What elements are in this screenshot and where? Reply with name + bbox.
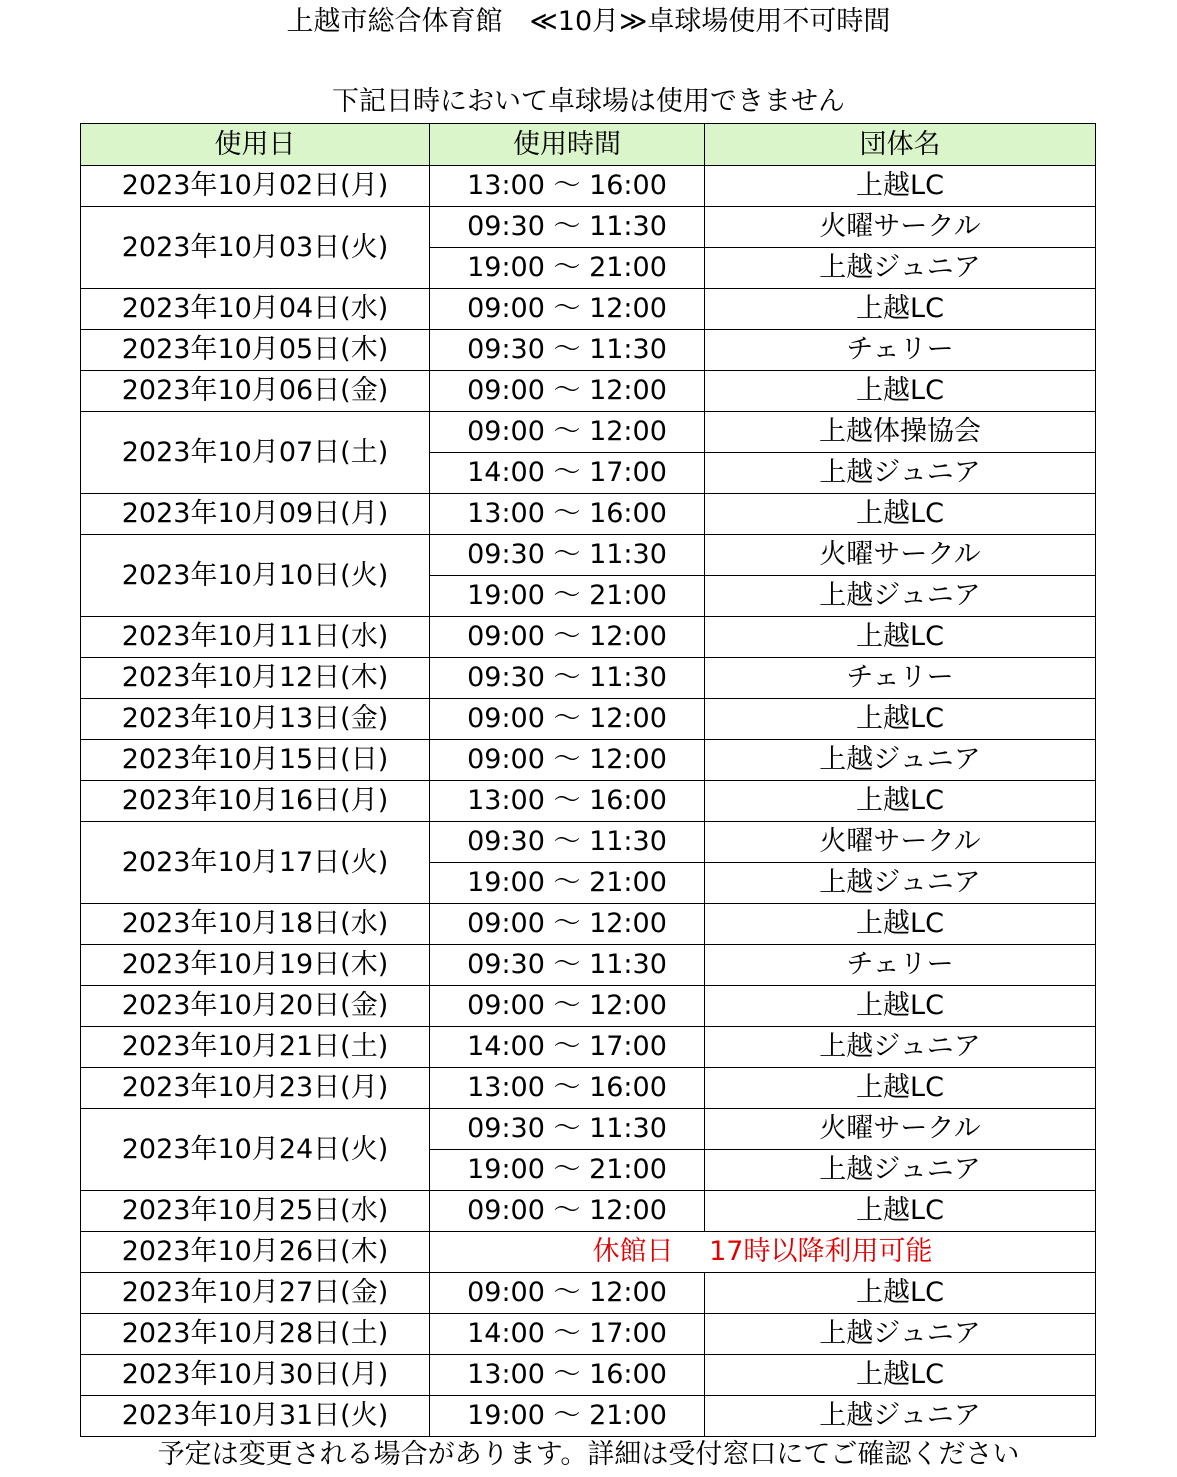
time-cell: 14:00 ～ 17:00 xyxy=(430,1314,705,1355)
table-row xyxy=(81,207,1096,248)
org-cell: 上越LC xyxy=(705,494,1096,535)
org-cell: 上越体操協会 xyxy=(705,412,1096,453)
org-cell: 上越ジュニア xyxy=(705,1314,1096,1355)
date-cell: 2023年10月24日(火) xyxy=(81,1109,430,1191)
date-cell: 2023年10月15日(日) xyxy=(81,740,430,781)
time-cell: 13:00 ～ 16:00 xyxy=(430,781,705,822)
time-cell: 09:30 ～ 11:30 xyxy=(430,822,705,863)
org-cell: 上越LC xyxy=(705,617,1096,658)
org-cell: 火曜サークル xyxy=(705,207,1096,248)
time-cell: 09:30 ～ 11:30 xyxy=(430,658,705,699)
closed-note-cell: 休館日 17時以降利用可能 xyxy=(430,1232,1096,1273)
time-cell: 09:00 ～ 12:00 xyxy=(430,289,705,330)
table-row xyxy=(81,535,1096,576)
date-cell: 2023年10月09日(月) xyxy=(81,494,430,535)
time-cell: 09:00 ～ 12:00 xyxy=(430,699,705,740)
org-cell: 火曜サークル xyxy=(705,822,1096,863)
time-cell: 14:00 ～ 17:00 xyxy=(430,453,705,494)
table-row xyxy=(81,1396,1096,1437)
time-cell: 19:00 ～ 21:00 xyxy=(430,248,705,289)
org-cell: 上越ジュニア xyxy=(705,740,1096,781)
org-cell: チェリー xyxy=(705,945,1096,986)
time-cell: 19:00 ～ 21:00 xyxy=(430,1396,705,1437)
time-cell: 09:00 ～ 12:00 xyxy=(430,904,705,945)
org-cell: 上越ジュニア xyxy=(705,248,1096,289)
table-row xyxy=(81,1232,1096,1273)
time-cell: 19:00 ～ 21:00 xyxy=(430,863,705,904)
table-row xyxy=(81,617,1096,658)
time-cell: 14:00 ～ 17:00 xyxy=(430,1027,705,1068)
date-cell: 2023年10月05日(木) xyxy=(81,330,430,371)
org-cell: チェリー xyxy=(705,330,1096,371)
date-cell: 2023年10月12日(木) xyxy=(81,658,430,699)
table-row xyxy=(81,1355,1096,1396)
table-row xyxy=(81,330,1096,371)
table-row xyxy=(81,658,1096,699)
org-cell: 上越LC xyxy=(705,166,1096,207)
org-cell: 上越LC xyxy=(705,289,1096,330)
table-row xyxy=(81,412,1096,453)
org-cell: チェリー xyxy=(705,658,1096,699)
date-cell: 2023年10月31日(火) xyxy=(81,1396,430,1437)
date-cell: 2023年10月26日(木) xyxy=(81,1232,430,1273)
org-cell: 上越LC xyxy=(705,699,1096,740)
time-cell: 13:00 ～ 16:00 xyxy=(430,494,705,535)
org-cell: 上越ジュニア xyxy=(705,1396,1096,1437)
date-cell: 2023年10月27日(金) xyxy=(81,1273,430,1314)
org-cell: 上越LC xyxy=(705,1273,1096,1314)
time-cell: 09:30 ～ 11:30 xyxy=(430,207,705,248)
table-row xyxy=(81,166,1096,207)
table-row xyxy=(81,371,1096,412)
org-cell: 上越ジュニア xyxy=(705,453,1096,494)
date-cell: 2023年10月11日(水) xyxy=(81,617,430,658)
time-cell: 13:00 ～ 16:00 xyxy=(430,1355,705,1396)
org-cell: 上越ジュニア xyxy=(705,576,1096,617)
schedule-body xyxy=(81,166,1096,1437)
table-row xyxy=(81,494,1096,535)
date-cell: 2023年10月17日(火) xyxy=(81,822,430,904)
date-cell: 2023年10月04日(水) xyxy=(81,289,430,330)
date-cell: 2023年10月25日(水) xyxy=(81,1191,430,1232)
table-row xyxy=(81,904,1096,945)
date-cell: 2023年10月03日(火) xyxy=(81,207,430,289)
table-row xyxy=(81,822,1096,863)
time-cell: 09:00 ～ 12:00 xyxy=(430,371,705,412)
time-cell: 09:00 ～ 12:00 xyxy=(430,617,705,658)
org-cell: 上越ジュニア xyxy=(705,1027,1096,1068)
time-cell: 09:00 ～ 12:00 xyxy=(430,412,705,453)
time-cell: 09:00 ～ 12:00 xyxy=(430,740,705,781)
time-cell: 19:00 ～ 21:00 xyxy=(430,576,705,617)
date-cell: 2023年10月13日(金) xyxy=(81,699,430,740)
date-cell: 2023年10月30日(月) xyxy=(81,1355,430,1396)
org-cell: 上越LC xyxy=(705,1355,1096,1396)
org-cell: 上越LC xyxy=(705,904,1096,945)
column-header-org: 団体名 xyxy=(705,124,1096,166)
table-row xyxy=(81,781,1096,822)
column-header-time: 使用時間 xyxy=(430,124,705,166)
time-cell: 13:00 ～ 16:00 xyxy=(430,166,705,207)
schedule-table xyxy=(80,123,1096,1437)
page-title: 上越市総合体育館 ≪10月≫卓球場使用不可時間 xyxy=(286,6,891,37)
date-cell: 2023年10月20日(金) xyxy=(81,986,430,1027)
date-cell: 2023年10月18日(水) xyxy=(81,904,430,945)
time-cell: 09:30 ～ 11:30 xyxy=(430,945,705,986)
date-cell: 2023年10月23日(月) xyxy=(81,1068,430,1109)
time-cell: 09:30 ～ 11:30 xyxy=(430,1109,705,1150)
date-cell: 2023年10月02日(月) xyxy=(81,166,430,207)
time-cell: 09:00 ～ 12:00 xyxy=(430,1273,705,1314)
footer-note: 予定は変更される場合があります。詳細は受付窓口にてご確認ください xyxy=(157,1439,1020,1470)
org-cell: 火曜サークル xyxy=(705,1109,1096,1150)
table-row xyxy=(81,1191,1096,1232)
table-row xyxy=(81,986,1096,1027)
time-cell: 09:30 ～ 11:30 xyxy=(430,535,705,576)
table-row xyxy=(81,699,1096,740)
table-header-row xyxy=(81,124,1096,166)
time-cell: 09:00 ～ 12:00 xyxy=(430,986,705,1027)
date-cell: 2023年10月07日(土) xyxy=(81,412,430,494)
page-subtitle: 下記日時において卓球場は使用できません xyxy=(332,86,845,117)
table-row xyxy=(81,1068,1096,1109)
time-cell: 13:00 ～ 16:00 xyxy=(430,1068,705,1109)
org-cell: 火曜サークル xyxy=(705,535,1096,576)
time-cell: 09:00 ～ 12:00 xyxy=(430,1191,705,1232)
table-row xyxy=(81,1314,1096,1355)
date-cell: 2023年10月06日(金) xyxy=(81,371,430,412)
column-header-date: 使用日 xyxy=(81,124,430,166)
org-cell: 上越ジュニア xyxy=(705,1150,1096,1191)
table-row xyxy=(81,945,1096,986)
date-cell: 2023年10月10日(火) xyxy=(81,535,430,617)
org-cell: 上越LC xyxy=(705,986,1096,1027)
org-cell: 上越ジュニア xyxy=(705,863,1096,904)
org-cell: 上越LC xyxy=(705,371,1096,412)
time-cell: 09:30 ～ 11:30 xyxy=(430,330,705,371)
date-cell: 2023年10月21日(土) xyxy=(81,1027,430,1068)
org-cell: 上越LC xyxy=(705,1068,1096,1109)
table-row xyxy=(81,1273,1096,1314)
table-row xyxy=(81,1027,1096,1068)
org-cell: 上越LC xyxy=(705,1191,1096,1232)
date-cell: 2023年10月19日(木) xyxy=(81,945,430,986)
time-cell: 19:00 ～ 21:00 xyxy=(430,1150,705,1191)
date-cell: 2023年10月28日(土) xyxy=(81,1314,430,1355)
table-row xyxy=(81,740,1096,781)
date-cell: 2023年10月16日(月) xyxy=(81,781,430,822)
table-row xyxy=(81,289,1096,330)
org-cell: 上越LC xyxy=(705,781,1096,822)
table-row xyxy=(81,1109,1096,1150)
